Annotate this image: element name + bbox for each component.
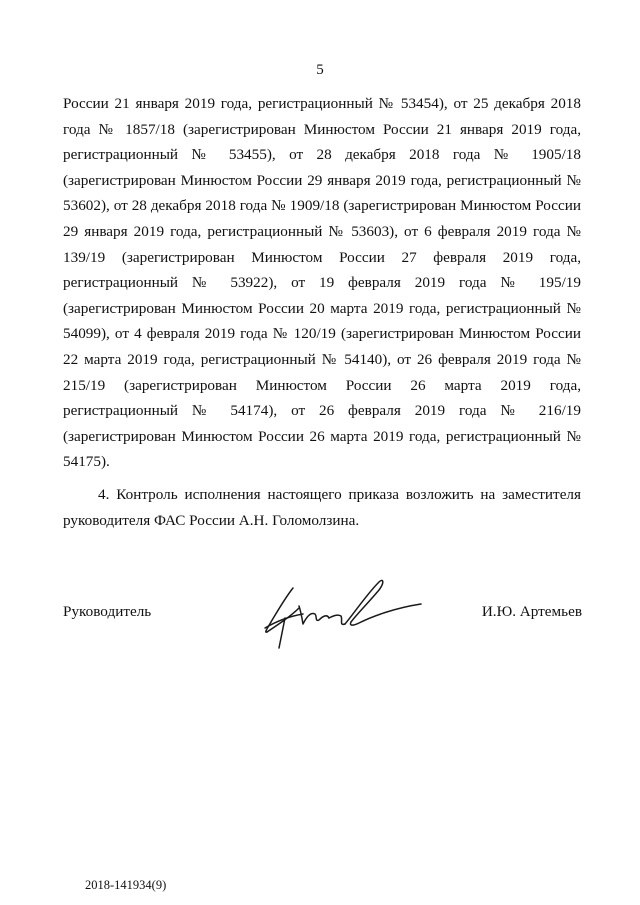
handwritten-signature bbox=[255, 576, 425, 652]
page-number: 5 bbox=[316, 62, 324, 78]
clause-4: 4. Контроль исполнения настоящего приказа возложить на заместителя руководителя ФАС России А.Н. Голомолзина. bbox=[63, 485, 581, 529]
document-code: 2018-141934(9) bbox=[85, 878, 167, 892]
paragraph-continuation: России 21 января 2019 года, регистрационный № 53454), от 25 декабря 2018 года № 1857/18 (зарегистрирован Минюстом России 21 января 2019 года, регистрационный № 53455), от 28 декабря 2018 года № 1905/18 (зарегистрирован Минюстом России 29 января 2019 года, регистрационный № 53602), от 28 декабря 2018 года № 1909/18 (зарегистрирован Минюстом России 29 января 2019 года, регистрационный № 53603), от 6 февраля 2019 года № 139/19 (зарегистрирован Минюстом России 27 февраля 2019 года, регистрационный № 53922), от 19 февраля 2019 года № 195/19 (зарегистрирован Минюстом России 20 марта 2019 года, регистрационный № 54099), от 4 февраля 2019 года № 120/19 (зарегистрирован Минюстом России 22 марта 2019 года, регистрационный № 54140), от 26 февраля 2019 года № 215/19 (зарегистрирован Минюстом России 26 марта 2019 года, регистрационный № 54174), от 26 февраля 2019 года № 216/19 (зарегистрирован Минюстом России 26 марта 2019 года, регистрационный № 54175). bbox=[63, 95, 581, 471]
signatory-name: И.Ю. Артемьев bbox=[481, 603, 582, 620]
document-body bbox=[63, 91, 581, 533]
signatory-title: Руководитель bbox=[63, 603, 152, 620]
